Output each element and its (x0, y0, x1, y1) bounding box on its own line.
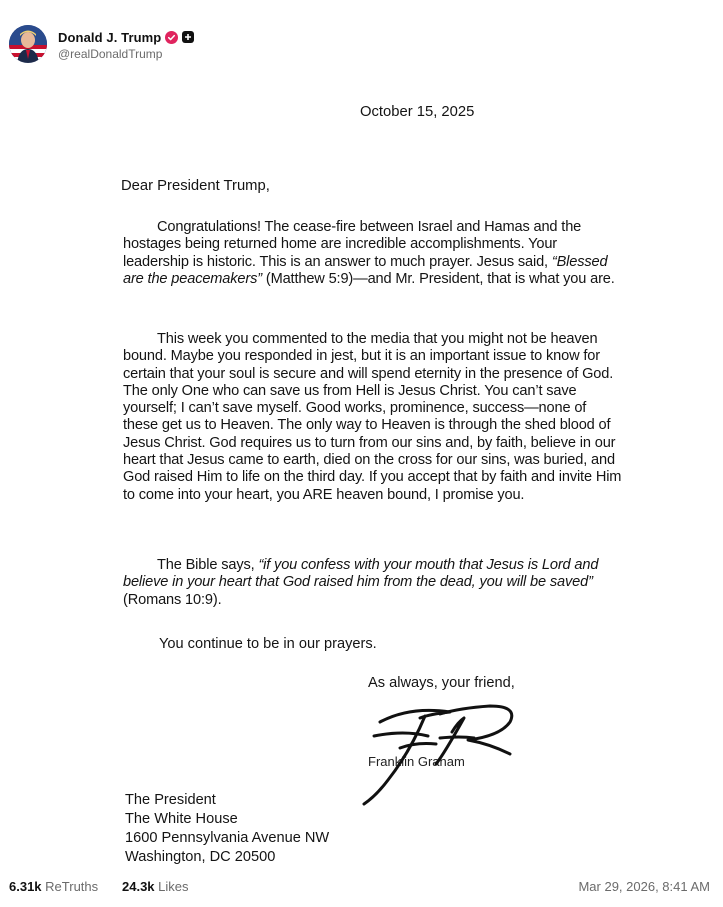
letter-paragraph-4: You continue to be in our prayers. (159, 636, 377, 652)
letter-paragraph-1: Congratulations! The cease-fire between Israel and Hamas and the hostages being returned home are incredible accomplishments. Your leadership is historic. This is an answer to much prayer. Jesus said, “Blessed are the peacemakers” (Matthew 5:9)—and Mr. President, that is what you are. (123, 219, 615, 287)
letter-date: October 15, 2025 (360, 104, 475, 120)
post-header (0, 0, 723, 80)
address-line: The President (125, 792, 216, 808)
letter-paragraph-2: This week you commented to the media that you might not be heaven bound. Maybe you responded in jest, but it is an important issue to know for certain that your soul is secure and will spend eternity in the presence of God. The only One who can save us from Hell is Jesus Christ. You can’t save yourself; I can’t save myself. Good works, prominence, success—none of these get us to Heaven. The only way to Heaven is through the shed blood of Jesus Christ. God requires us to turn from our sins and, by faith, believe in our heart that Jesus came to earth, died on the cross for our sins, was buried, and God raised Him to life on the third day. If you accept that by faith and invite Him to come into your heart, you ARE heaven bound, I promise you. (123, 331, 622, 503)
address-line: The White House (125, 811, 238, 827)
recipient-address (125, 791, 329, 867)
plus-badge-icon (182, 31, 194, 43)
letter-image[interactable] (0, 80, 723, 870)
letter-closing: As always, your friend, (368, 675, 515, 691)
post-footer (0, 870, 723, 907)
post-timestamp[interactable]: Mar 29, 2026, 8:41 AM (578, 879, 710, 894)
avatar[interactable] (9, 25, 47, 63)
verified-badge-icon (165, 31, 178, 44)
author-display-name[interactable]: Donald J. Trump (58, 29, 162, 45)
letter-paragraph-3: The Bible says, “if you confess with your mouth that Jesus is Lord and believe in your heart that God raised him from the dead, you will be saved” (Romans 10:9). (123, 557, 599, 608)
address-line: Washington, DC 20500 (125, 849, 276, 865)
address-line: 1600 Pennsylvania Avenue NW (125, 830, 330, 846)
letter-signer: Franklin Graham (368, 754, 465, 769)
likes-count[interactable]: 24.3k Likes (122, 879, 189, 894)
handwritten-signature (340, 692, 540, 822)
author-handle[interactable]: @realDonaldTrump (58, 47, 163, 61)
letter-salutation: Dear President Trump, (121, 178, 270, 194)
retruths-count[interactable]: 6.31k ReTruths (9, 879, 99, 894)
